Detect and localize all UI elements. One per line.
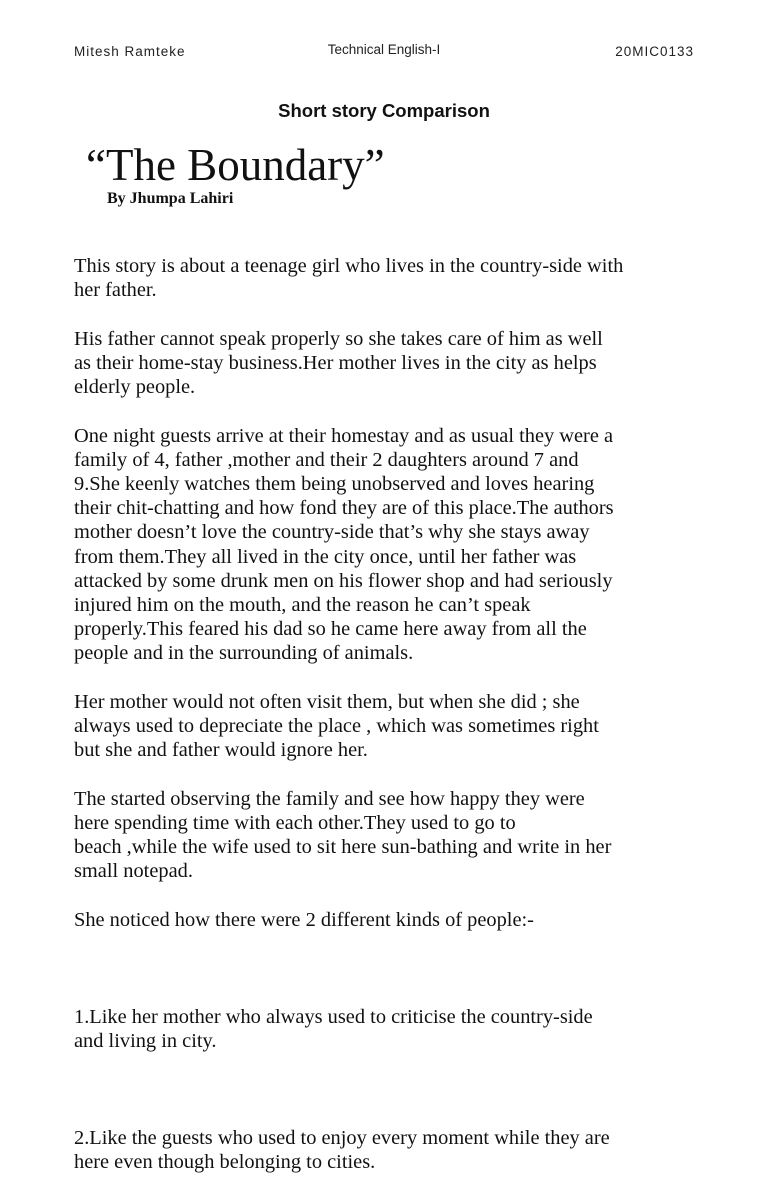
document-heading: Short story Comparison [278,100,490,121]
blank-line [74,956,702,980]
paragraph-two-kinds: She noticed how there were 2 different kinds of people:- [74,908,534,931]
page-header [74,44,694,64]
blank-line [74,1077,702,1101]
list-item-2: 2.Like the guests who used to enjoy every moment while they are here even though belonging to cities. [74,1126,610,1173]
header-course: Technical English-I [327,42,441,57]
paragraph-father: His father cannot speak properly so she takes care of him as well as their home-stay business.Her mother lives in the city as helps elderly people. [74,327,603,399]
story-body [74,230,702,1198]
list-item-1: 1.Like her mother who always used to criticise the country-side and living in city. [74,1005,593,1052]
story-title: “The Boundary” [86,140,385,190]
paragraph-guests: One night guests arrive at their homestay and as usual they were a family of 4, father ,mother and their 2 daughters around 7 and 9.She keenly watches them being unobserved and loves hearing their chit-chatting and how fond they are of this place.The authors mother doesn’t love the country-side that’s why she stays away from them.They all lived in the city once, until her father was attacked by some drunk men on his flower shop and had seriously injured him on the mouth, and the reason he can’t speak properly.This feared his dad so he came here away from all the people and in the surrounding of animals. [74,424,614,665]
header-roll-number: 20MIC0133 [615,44,694,59]
paragraph-intro: This story is about a teenage girl who lives in the country-side with her father. [74,255,624,302]
paragraph-family: The started observing the family and see how happy they were here spending time with each other.They used to go to beach ,while the wife used to sit here sun-bathing and write in her small notepad. [74,787,612,883]
story-author: By Jhumpa Lahiri [107,190,234,207]
paragraph-mother: Her mother would not often visit them, but when she did ; she always used to depreciate the place , which was sometimes right but she and father would ignore her. [74,690,599,762]
header-author-name: Mitesh Ramteke [74,44,186,59]
